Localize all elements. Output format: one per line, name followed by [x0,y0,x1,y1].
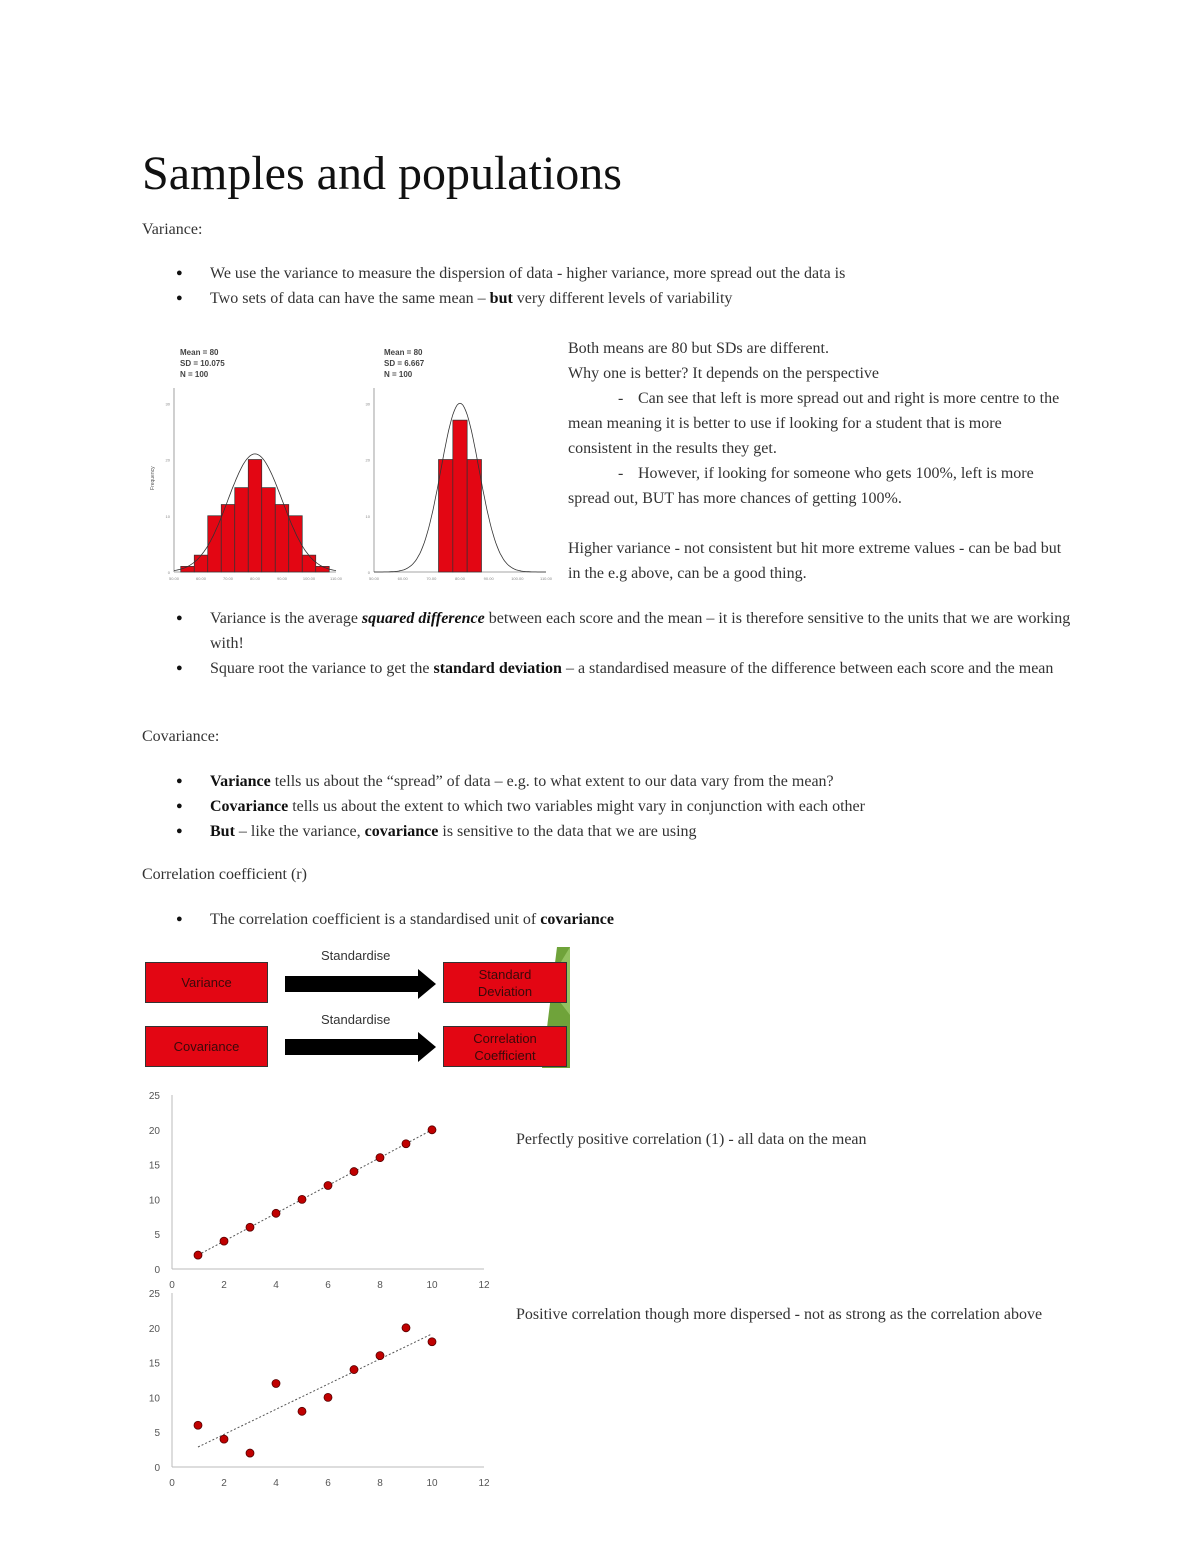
x-tick-label: 6 [325,1280,331,1291]
data-point [298,1407,306,1415]
y-tick-label: 0 [167,570,170,575]
data-point [324,1393,332,1401]
histogram-wide [142,340,342,581]
correlation-bullets [142,907,1082,932]
arrow-2-head [418,1032,436,1062]
x-tick-label: 0 [169,1280,175,1291]
side-paragraph: Higher variance - not consistent but hit more extreme values - can be bad but in the e.g above, can be a good thing. [568,540,1062,582]
data-point [376,1154,384,1162]
trendline [198,1130,432,1255]
x-tick-label: 80.00 [249,576,261,581]
list-item: ● Variance tells us about the “spread” of data – e.g. to what extent to our data vary from the mean? [142,769,1082,794]
histogram-narrow [352,340,552,581]
data-point [428,1126,436,1134]
y-tick-label: 20 [365,457,370,463]
side-item-2: - However, if looking for someone who gets 100%, left is more spread out, BUT has more chances of getting 100%. [568,465,1034,507]
trendline [198,1334,432,1447]
data-point [350,1366,358,1374]
data-point [402,1140,410,1148]
covariance-bullets [142,769,1082,844]
y-tick-label: 15 [148,1160,160,1172]
histogram-bar [453,420,467,572]
arrow-1-head [418,969,436,999]
hist1-stat-sd: SD = 10.075 [180,359,225,368]
hist2-stat-mean: Mean = 80 [384,348,423,357]
x-tick-label: 110.00 [330,576,342,581]
bullet-text: We use the variance to measure the dispersion of data - higher variance, more spread out the data is [210,265,846,282]
y-tick-label: 5 [154,1230,160,1242]
data-point [194,1421,202,1429]
hist1-stat-mean: Mean = 80 [180,348,219,357]
variance-box: Variance [145,962,268,1003]
x-tick-label: 10 [426,1478,438,1489]
standardise-label-1: Standardise [321,948,391,963]
data-point [194,1251,202,1259]
hist1-stat-n: N = 100 [180,370,209,379]
scatter-caption-2: Positive correlation though more dispersed - not as strong as the correlation above [516,1306,1043,1323]
histogram-bar [467,460,481,573]
bullet-text: very different levels of variability [512,290,733,307]
x-tick-label: 10 [426,1280,438,1291]
data-point [376,1352,384,1360]
y-tick-label: 20 [148,1125,160,1137]
x-tick-label: 100.00 [302,576,316,581]
x-tick-label: 8 [377,1280,383,1291]
y-tick-label: 20 [165,457,170,463]
scatter-perfect [142,1088,502,1293]
y-tick-label: 0 [154,1463,160,1474]
histogram-explanation [568,336,1063,586]
standardise-label-2: Standardise [321,1012,391,1027]
x-tick-label: 50.00 [368,576,380,581]
variance-heading: Variance: [142,221,203,238]
y-tick-label: 0 [154,1265,160,1276]
x-tick-label: 60.00 [195,576,207,581]
data-point [220,1435,228,1443]
side-line-2: Why one is better? It depends on the perspective [568,365,879,382]
variance-bullets-2 [142,606,1082,681]
data-point [324,1181,332,1189]
histogram-bar [302,555,316,572]
hist2-plot [366,388,553,581]
side-line-1: Both means are 80 but SDs are different. [568,340,829,357]
histogram-bar [248,460,262,573]
scatter-dispersed [142,1285,502,1495]
y-tick-label: 10 [148,1195,160,1207]
covariance-heading: Covariance: [142,728,220,745]
x-tick-label: 50.00 [168,576,180,581]
scatter1-plot [149,1091,490,1291]
x-tick-label: 110.00 [540,576,552,581]
side-item-1: - Can see that left is more spread out and right is more centre to the mean meaning it is better to use if looking for a student that is more consistent in the results they get. [568,390,1060,457]
data-point [402,1324,410,1332]
arrow-2-shaft [285,1039,420,1055]
list-item [142,261,1082,286]
y-tick-label: 25 [148,1289,160,1300]
arrow-1-shaft [285,976,420,992]
y-tick-label: 5 [154,1428,160,1440]
histogram-bar [194,555,208,572]
data-point [246,1449,254,1457]
histogram-bar [221,505,235,573]
standard-deviation-box: Standard Deviation [443,962,567,1003]
x-tick-label: 80.00 [454,576,466,581]
emphasis-text: squared difference [361,610,485,627]
data-point [350,1168,358,1176]
bold-text: but [489,290,513,307]
x-tick-label: 12 [478,1280,490,1291]
x-tick-label: 60.00 [397,576,408,581]
hist1-plot [166,388,343,581]
correlation-coefficient-box: Correlation Coefficient [443,1026,567,1067]
y-tick-label: 0 [367,570,370,575]
x-tick-label: 0 [169,1478,175,1489]
data-point [272,1209,280,1217]
hist2-stat-n: N = 100 [384,370,413,379]
x-tick-label: 4 [273,1280,279,1291]
y-tick-label: 30 [365,401,370,407]
x-tick-label: 100.00 [511,576,524,581]
histogram-bar [289,516,303,572]
data-point [220,1237,228,1245]
data-point [246,1223,254,1231]
variance-bullets [142,261,1082,311]
histogram-bar [262,488,276,572]
hist1-ylabel: Frequency [150,466,156,490]
x-tick-label: 90.00 [483,576,494,581]
list-item [142,286,1082,311]
list-item: ● Covariance tells us about the extent to which two variables might vary in conjunction with each other [142,794,1082,819]
standardise-diagram [142,945,572,1070]
histogram-bar [275,505,289,573]
x-tick-label: 12 [478,1478,490,1489]
y-tick-label: 20 [148,1323,160,1335]
hist2-stat-sd: SD = 6.667 [384,359,425,368]
list-item: ● Variance is the average squared difference between each score and the mean – it is therefore sensitive to the units that we are working with! [142,606,1082,656]
x-tick-label: 8 [377,1478,383,1489]
x-tick-label: 90.00 [276,576,288,581]
x-tick-label: 70.00 [426,576,437,581]
histogram-bar [316,566,330,572]
list-item: ● The correlation coefficient is a standardised unit of covariance [142,907,1082,932]
y-tick-label: 10 [165,513,170,519]
histogram-bar [208,516,222,572]
bullet-text: Two sets of data can have the same mean – [210,290,490,307]
x-tick-label: 2 [221,1280,227,1291]
list-item: ● Square root the variance to get the standard deviation – a standardised measure of the difference between each score and the mean [142,656,1082,681]
y-tick-label: 25 [148,1091,160,1102]
y-tick-label: 10 [148,1393,160,1405]
list-item: ● But – like the variance, covariance is sensitive to the data that we are using [142,819,1082,844]
y-tick-label: 15 [148,1358,160,1370]
scatter-caption-1: Perfectly positive correlation (1) - all data on the mean [516,1131,867,1148]
y-tick-label: 30 [165,401,170,407]
covariance-box: Covariance [145,1026,268,1067]
histogram-bar [235,488,249,572]
page-title: Samples and populations [142,147,622,200]
data-point [428,1338,436,1346]
data-point [298,1195,306,1203]
x-tick-label: 70.00 [222,576,234,581]
histogram-bar [439,460,453,573]
histogram-bar [181,566,195,572]
scatter2-plot [149,1289,490,1489]
bold-text: standard deviation [433,660,562,677]
x-tick-label: 4 [273,1478,279,1489]
data-point [272,1379,280,1387]
correlation-heading: Correlation coefficient (r) [142,866,307,883]
x-tick-label: 2 [221,1478,227,1489]
x-tick-label: 6 [325,1478,331,1489]
y-tick-label: 10 [365,513,370,519]
